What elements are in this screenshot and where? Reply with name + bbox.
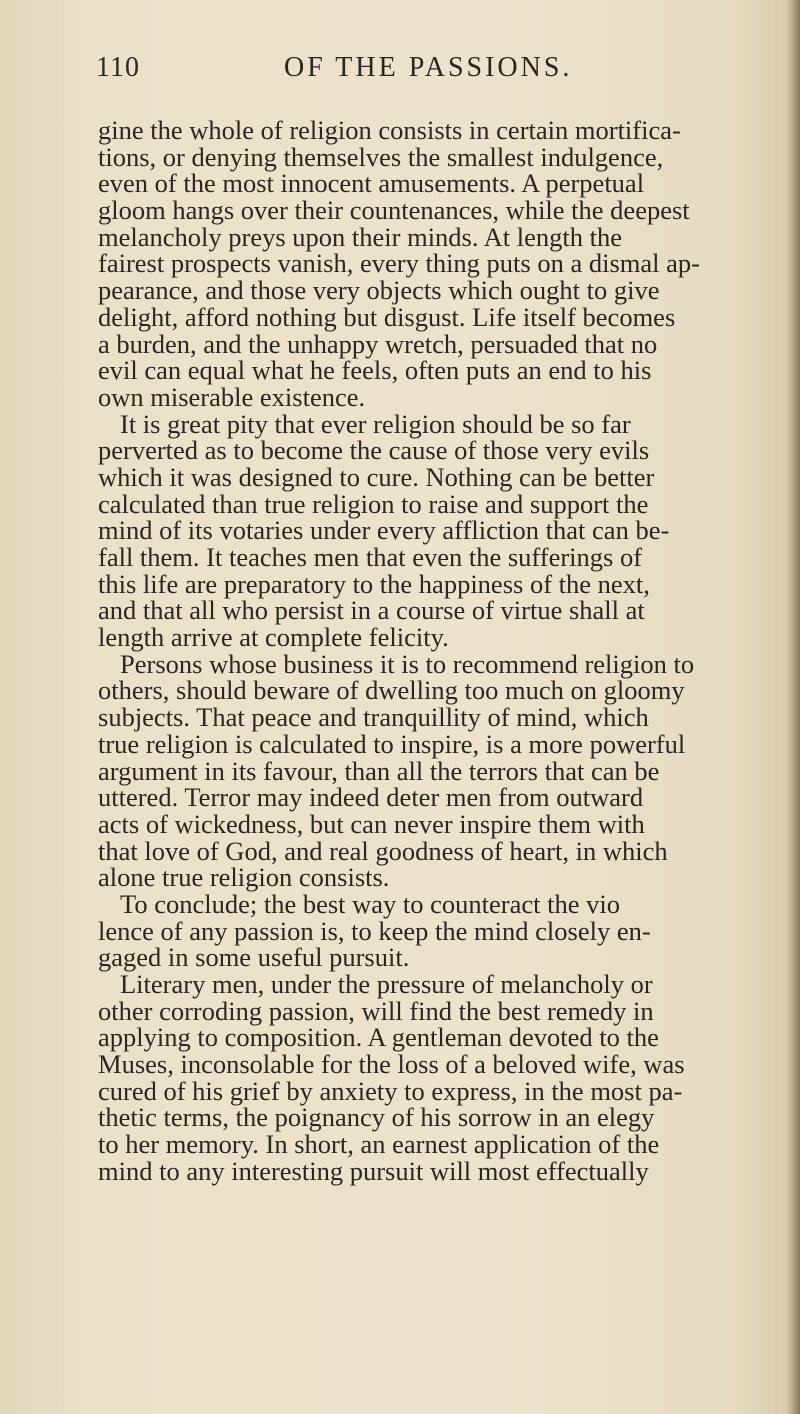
- text-line: other corroding passion, will find the best remedy in: [98, 995, 654, 1026]
- text-line: melancholy preys upon their minds. At length the: [98, 221, 623, 252]
- text-line: alone true religion consists.: [98, 862, 390, 893]
- text-line: own miserable existence.: [98, 381, 366, 412]
- page-number: 110: [96, 52, 140, 83]
- text-line: even of the most innocent amusements. A perpetual: [98, 168, 645, 199]
- text-line: perverted as to become the cause of those very evils: [98, 435, 650, 466]
- text-line: fairest prospects vanish, every thing puts on a dismal ap-: [98, 248, 700, 279]
- text-line: mind to any interesting pursuit will most effectually: [98, 1155, 649, 1186]
- text-line: gine the whole of religion consists in certain mortifica-: [98, 115, 681, 145]
- text-line: subjects. That peace and tranquillity of mind, which: [98, 702, 649, 733]
- text-line: delight, afford nothing but disgust. Life itself becomes: [98, 301, 676, 332]
- text-line: pearance, and those very objects which ought to give: [98, 275, 660, 306]
- text-line: others, should beware of dwelling too much on gloomy: [98, 675, 685, 706]
- text-line: true religion is calculated to inspire, is a more powerful: [98, 728, 686, 759]
- running-title: OF THE PASSIONS.: [284, 52, 573, 83]
- text-line: gaged in some useful pursuit.: [98, 942, 410, 973]
- text-line: a burden, and the unhappy wretch, persuaded that no: [98, 328, 658, 359]
- text-line: Literary men, under the pressure of melancholy or: [120, 969, 653, 999]
- text-line: uttered. Terror may indeed deter men from outward: [98, 782, 644, 813]
- text-line: and that all who persist in a course of virtue shall at: [98, 595, 645, 626]
- page-header: [96, 52, 726, 92]
- text-line: mind of its votaries under every affliction that can be-: [98, 515, 670, 546]
- text-line: thetic terms, the poignancy of his sorrow in an elegy: [98, 1102, 655, 1133]
- text-line: gloom hangs over their countenances, while the deepest: [98, 195, 690, 226]
- text-line: Muses, inconsolable for the loss of a beloved wife, was: [98, 1049, 685, 1080]
- text-line: this life are preparatory to the happiness of the next,: [98, 568, 650, 599]
- text-line: evil can equal what he feels, often puts an end to his: [98, 355, 652, 386]
- text-line: argument in its favour, than all the terrors that can be: [98, 755, 660, 786]
- text-line: which it was designed to cure. Nothing can be better: [98, 461, 655, 492]
- body-text: [98, 117, 788, 1185]
- text-line: fall them. It teaches men that even the sufferings of: [98, 542, 643, 572]
- text-line: acts of wickedness, but can never inspire them with: [98, 808, 645, 839]
- text-line: tions, or denying themselves the smallest indulgence,: [98, 141, 664, 172]
- text-line: that love of God, and real goodness of heart, in which: [98, 835, 668, 866]
- text-line: to her memory. In short, an earnest application of the: [98, 1129, 660, 1160]
- text-line: lence of any passion is, to keep the mind closely en-: [98, 915, 651, 946]
- text-line: calculated than true religion to raise and support the: [98, 488, 649, 519]
- text-line: Persons whose business it is to recommend religion to: [120, 648, 695, 679]
- text-line: applying to composition. A gentleman devoted to the: [98, 1022, 659, 1053]
- page-gutter-shadow: [786, 0, 800, 1414]
- text-line: It is great pity that ever religion should be so far: [120, 408, 631, 439]
- text-line: cured of his grief by anxiety to express, in the most pa-: [98, 1075, 683, 1106]
- text-line: length arrive at complete felicity.: [98, 622, 449, 653]
- text-line: To conclude; the best way to counteract the vio: [120, 888, 621, 919]
